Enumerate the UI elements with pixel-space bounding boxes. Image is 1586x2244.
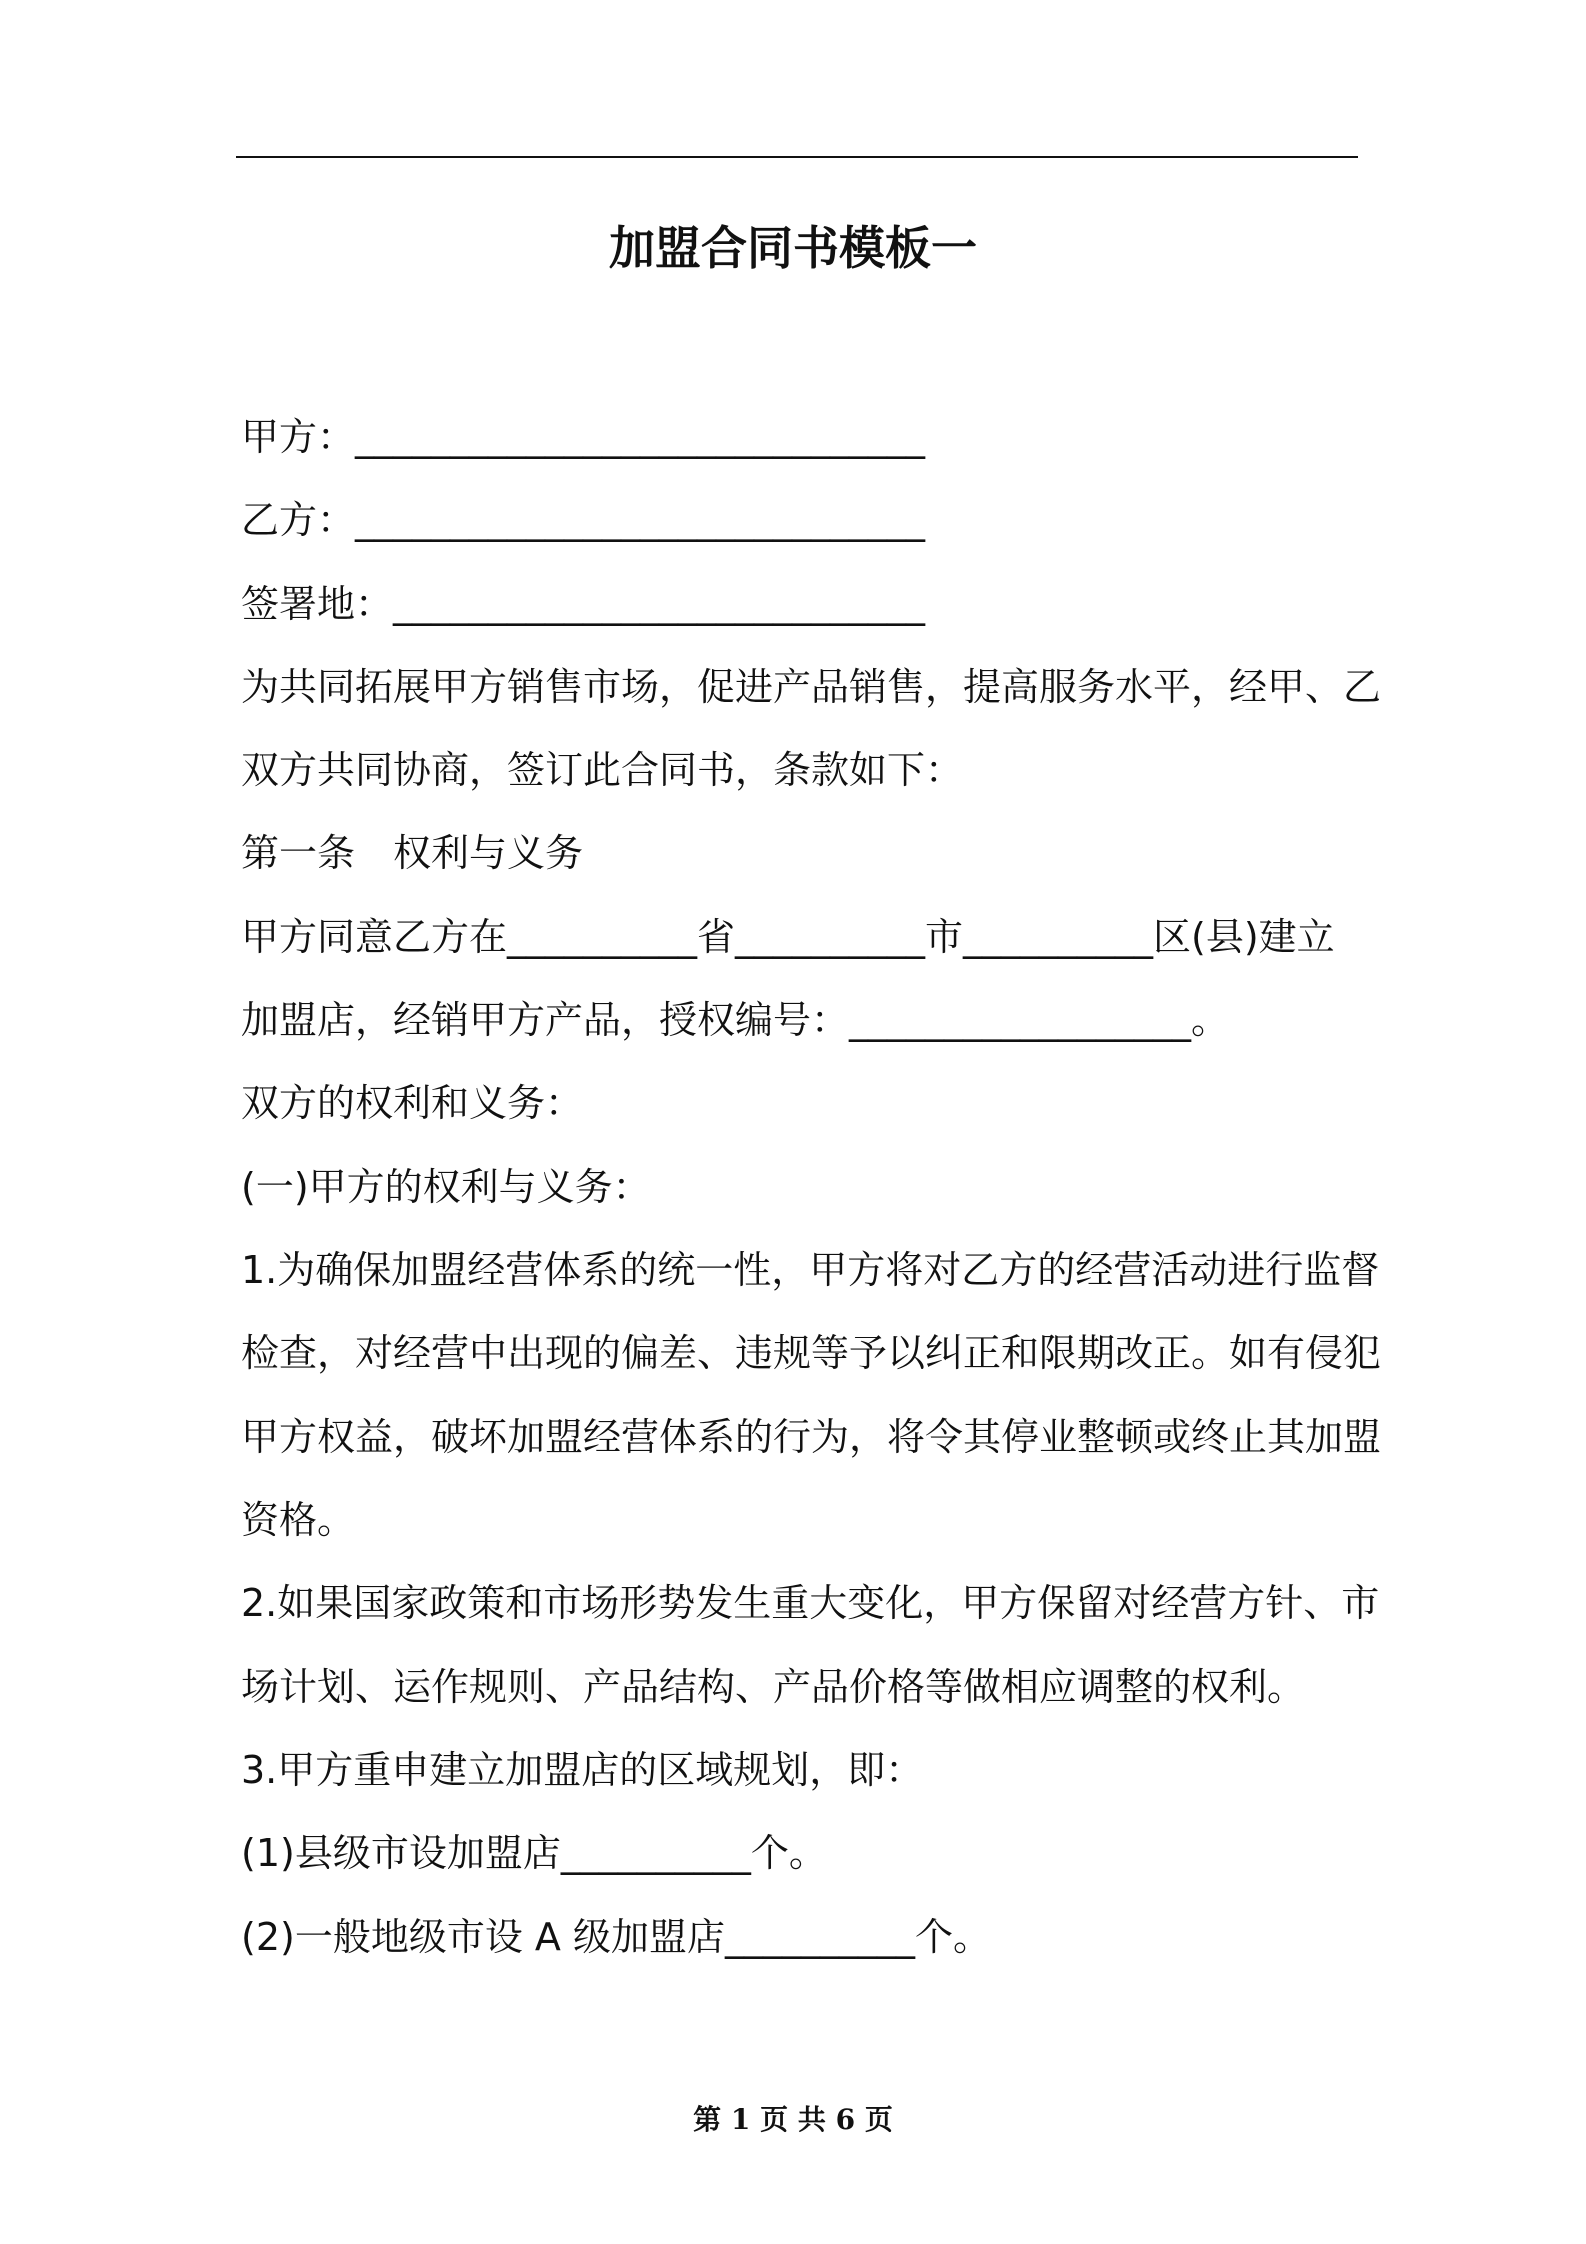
paragraph-line: 2.如果国家政策和市场形势发生重大变化，甲方保留对经营方针、市 <box>241 1581 1380 1625</box>
header-rule <box>236 156 1358 158</box>
signing-place-line: 签署地：____________________________ <box>241 582 926 626</box>
paragraph-line: 双方的权利和义务： <box>241 1081 584 1125</box>
page-footer: 第 1 页 共 6 页 <box>693 2103 893 2136</box>
paragraph-line: 场计划、运作规则、产品结构、产品价格等做相应调整的权利。 <box>241 1665 1306 1709</box>
paragraph-line: 3.甲方重申建立加盟店的区域规划，即： <box>241 1748 924 1792</box>
paragraph-line: 检查，对经营中出现的偏差、违规等予以纠正和限期改正。如有侵犯 <box>241 1331 1382 1375</box>
section-heading: (一)甲方的权利与义务： <box>241 1165 651 1209</box>
paragraph-line: 加盟店，经销甲方产品，授权编号：__________________。 <box>241 998 1230 1042</box>
list-item: (2)一般地级市设 A 级加盟店__________个。 <box>241 1915 991 1959</box>
article-1-heading: 第一条 权利与义务 <box>241 831 584 875</box>
party-b-line: 乙方：______________________________ <box>241 498 926 542</box>
preamble-line-2: 双方共同协商，签订此合同书，条款如下： <box>241 748 964 792</box>
paragraph-line: 资格。 <box>241 1498 356 1542</box>
paragraph-line: 甲方权益，破坏加盟经营体系的行为，将令其停业整顿或终止其加盟 <box>241 1415 1382 1459</box>
paragraph-line: 1.为确保加盟经营体系的统一性，甲方将对乙方的经营活动进行监督 <box>241 1248 1380 1292</box>
list-item: (1)县级市设加盟店__________个。 <box>241 1831 827 1875</box>
document-title: 加盟合同书模板一 <box>609 221 977 275</box>
paragraph-line: 甲方同意乙方在__________省__________市__________区(县)建立 <box>241 915 1335 959</box>
party-a-line: 甲方：______________________________ <box>241 415 926 459</box>
preamble-line-1: 为共同拓展甲方销售市场，促进产品销售，提高服务水平，经甲、乙 <box>241 665 1382 709</box>
